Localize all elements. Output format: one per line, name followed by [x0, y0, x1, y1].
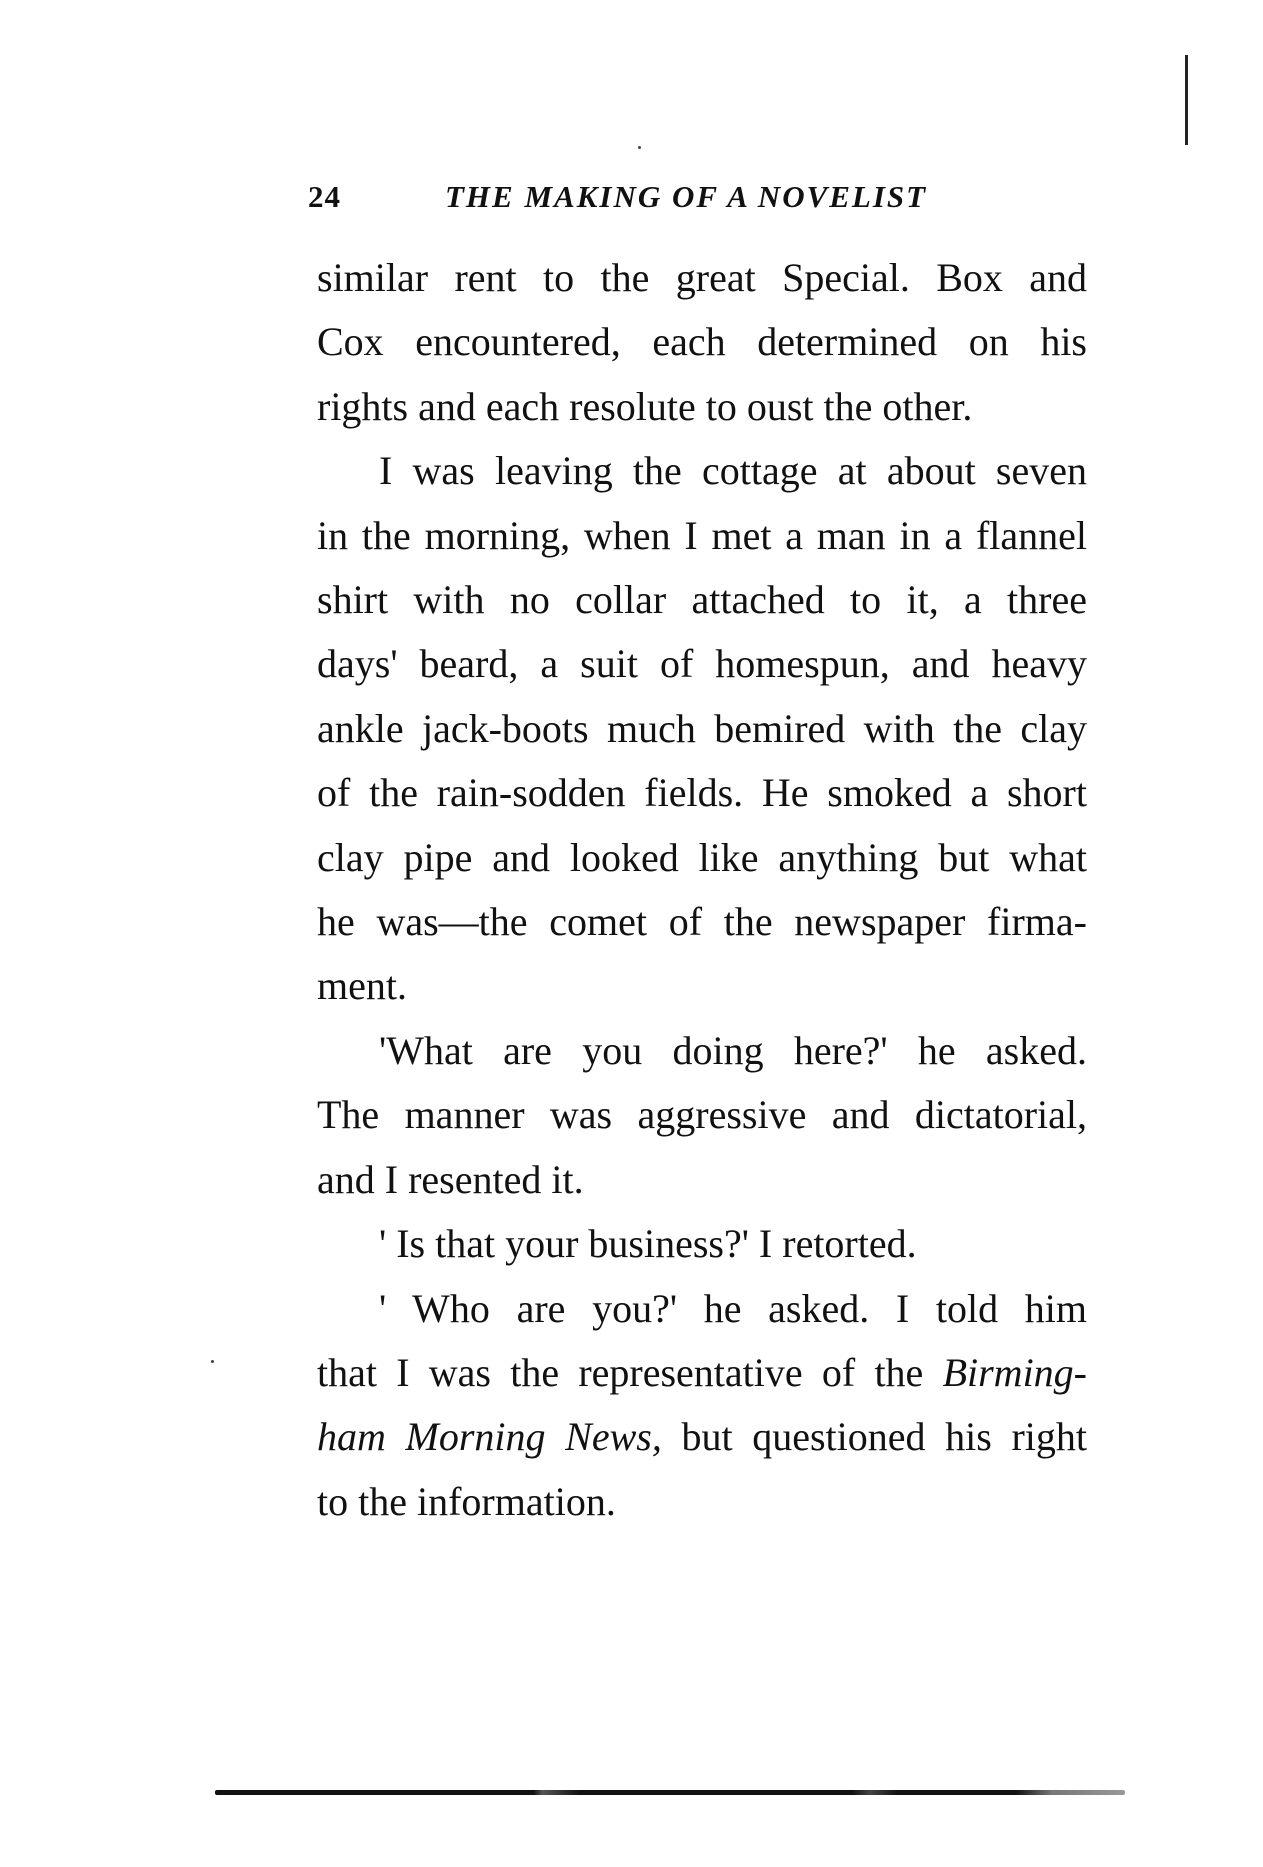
text-run: that I was the representative of the — [317, 1349, 943, 1395]
body-text — [317, 246, 1087, 1534]
text-line: shirt with no collar attached to it, a three — [317, 577, 1087, 623]
paragraph — [317, 246, 1087, 439]
text-line: ' Is that your business?' I retorted. — [379, 1221, 917, 1267]
text-line: to the information. — [317, 1478, 616, 1524]
paragraph — [317, 1277, 1087, 1535]
page-number: 24 — [308, 179, 341, 214]
ink-speck — [638, 146, 641, 149]
text-line: ' Who are you?' he asked. I told him — [379, 1285, 1087, 1331]
text-line: similar rent to the great Special. Box and — [317, 255, 1087, 300]
text-line: I was leaving the cottage at about seven — [379, 448, 1087, 494]
text-line: he was—the comet of the newspaper firma- — [317, 899, 1087, 945]
italic-title-run: ham Morning News, — [317, 1414, 662, 1460]
running-title: THE MAKING OF A NOVELIST — [445, 179, 928, 214]
paragraph — [317, 1019, 1087, 1212]
text-line: days' beard, a suit of homespun, and heavy — [317, 641, 1087, 687]
text-line: in the morning, when I met a man in a flannel — [317, 512, 1087, 558]
page-header — [308, 172, 1108, 222]
text-line: of the rain-sodden fields. He smoked a short — [317, 770, 1087, 816]
text-line — [317, 1341, 1087, 1405]
bottom-rule — [215, 1790, 1125, 1795]
page-edge-mark — [1185, 55, 1188, 145]
paragraph — [317, 439, 1087, 1019]
text-line: ankle jack-boots much bemired with the clay — [317, 705, 1087, 751]
text-line: 'What are you doing here?' he asked. — [379, 1027, 1087, 1073]
text-line — [317, 1405, 1087, 1469]
text-line: and I resented it. — [317, 1156, 584, 1202]
text-line: clay pipe and looked like anything but what — [317, 834, 1087, 880]
text-line: Cox encountered, each determined on his — [317, 319, 1087, 365]
paragraph — [317, 1212, 1087, 1276]
text-line: rights and each resolute to oust the other. — [317, 383, 973, 429]
ink-speck — [211, 1360, 214, 1363]
text-line: The manner was aggressive and dictatorial, — [317, 1092, 1087, 1138]
text-line: ment. — [317, 963, 407, 1009]
text-run: but questioned his right — [661, 1414, 1087, 1460]
italic-title-run: Birming- — [942, 1349, 1087, 1395]
